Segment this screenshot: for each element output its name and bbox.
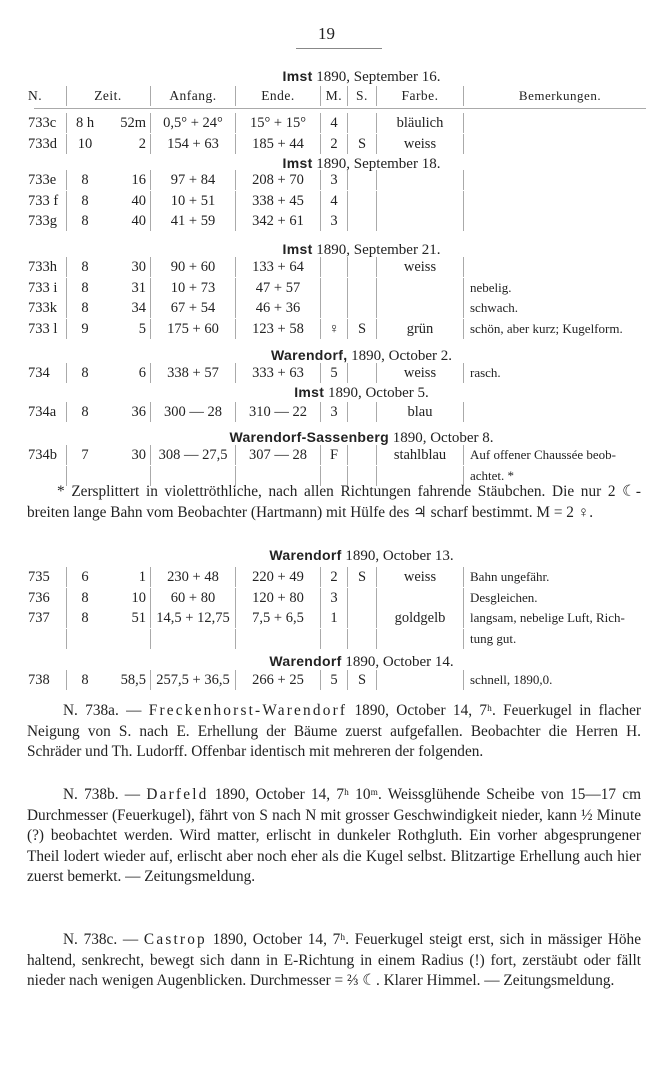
cell-a: 14,5 + 12,75 [150, 608, 235, 628]
cell-S: S [347, 670, 376, 690]
cell-S [347, 629, 376, 649]
cell-n: 733 i [28, 279, 58, 296]
cell-h: 8 [66, 257, 103, 277]
cell-b: schnell, 1890,0. [463, 670, 650, 690]
section-heading [0, 547, 653, 565]
cell-S [347, 363, 376, 383]
cell-n: 737 [28, 610, 50, 626]
cell-n: 736 [28, 589, 50, 606]
table-row [0, 629, 653, 649]
cell-e: 123 + 58 [235, 319, 320, 339]
cell-m: 51 [131, 610, 146, 626]
cell-h: 8 [66, 211, 103, 231]
cell-S [347, 608, 376, 628]
cell-M: 1 [320, 608, 347, 628]
cell-a: 154 + 63 [150, 134, 235, 154]
cell-n: 733 l [28, 320, 58, 337]
cell-f [376, 629, 463, 649]
entry-place: Darfeld [146, 786, 209, 803]
cell-a: 300 — 28 [150, 402, 235, 422]
cell-b [463, 134, 650, 154]
cell-h: 8 [66, 608, 103, 628]
page-number-rule [296, 48, 382, 49]
cell-f: weiss [376, 257, 463, 277]
cell-f [376, 191, 463, 211]
cell-h: 8 [66, 588, 103, 608]
cell-f: bläulich [376, 113, 463, 133]
cell-h: 8 [66, 170, 103, 190]
cell-e: 120 + 80 [235, 588, 320, 608]
cell-b: schwach. [463, 298, 650, 318]
cell-n: 738 [28, 672, 50, 688]
cell-M: 3 [320, 402, 347, 422]
section-place: Imst [282, 155, 313, 171]
section-date: 1890, October 8. [392, 430, 494, 446]
section-date: 1890, October 5. [327, 385, 429, 401]
cell-e: 46 + 36 [235, 298, 320, 318]
cell-n: 733g [28, 213, 57, 229]
cell-m: 36 [131, 404, 146, 420]
cell-f [376, 211, 463, 231]
table-row [0, 670, 653, 690]
cell-e: 342 + 61 [235, 211, 320, 231]
cell-a: 10 + 51 [150, 191, 235, 211]
col-m: M. [320, 86, 347, 106]
cell-e: 208 + 70 [235, 170, 320, 190]
cell-a: 90 + 60 [150, 257, 235, 277]
cell-M [320, 257, 347, 277]
cell-S [347, 298, 376, 318]
entry-text: 1890, October 14, 7ʰ. Feuerkugel in flacher Neigung von S. nach E. Erhellung der Bäume zuerst aufgefallen. Beobachter die Herren H. Schräder und Th. Ludorff. Offenbar identisch mit mehreren der folgenden. [27, 702, 641, 761]
cell-S [347, 113, 376, 133]
cell-S: S [347, 567, 376, 587]
page-number: 19 [318, 24, 335, 43]
cell-n [28, 629, 62, 649]
cell-M: 2 [320, 567, 347, 587]
cell-a: 97 + 84 [150, 170, 235, 190]
cell-M: 3 [320, 211, 347, 231]
table-row [0, 608, 653, 628]
cell-e: 333 + 63 [235, 363, 320, 383]
cell-b: Desgleichen. [463, 588, 650, 608]
cell-f: stahlblau [376, 445, 463, 465]
cell-h: 8 [66, 278, 103, 298]
cell-S: S [347, 134, 376, 154]
cell-m: 16 [131, 172, 146, 188]
cell-m: 5 [138, 320, 146, 337]
cell-m [104, 629, 146, 649]
cell-h [66, 629, 103, 649]
cell-f [376, 170, 463, 190]
cell-f: weiss [376, 363, 463, 383]
cell-M: 3 [320, 170, 347, 190]
cell-a: 67 + 54 [150, 298, 235, 318]
cell-S [347, 402, 376, 422]
cell-e: 220 + 49 [235, 567, 320, 587]
cell-f: grün [376, 319, 463, 339]
cell-f: goldgelb [376, 608, 463, 628]
cell-S [347, 170, 376, 190]
cell-m: 1 [138, 569, 146, 585]
cell-e: 15° + 15° [235, 113, 320, 133]
entry-place: Castrop [143, 931, 207, 948]
cell-M: ♀ [320, 319, 347, 339]
cell-n: 733e [28, 172, 57, 188]
cell-m: 6 [138, 365, 146, 381]
cell-S: S [347, 319, 376, 339]
cell-m: 40 [131, 192, 146, 209]
cell-n: 733 f [28, 192, 59, 209]
cell-M: 5 [320, 670, 347, 690]
entry-id: N. 738b. — [63, 786, 141, 803]
entry-id: N. 738a. — [63, 702, 142, 719]
table-row [0, 588, 653, 608]
cell-M [320, 278, 347, 298]
section-date: 1890, October 13. [345, 548, 454, 564]
cell-M: 4 [320, 113, 347, 133]
col-n: N. [28, 88, 43, 103]
cell-n: 734a [28, 404, 57, 420]
cell-M: 4 [320, 191, 347, 211]
cell-f: blau [376, 402, 463, 422]
cell-e: 7,5 + 6,5 [235, 608, 320, 628]
table-row [0, 211, 653, 231]
table-row [0, 402, 653, 422]
cell-h: 7 [66, 445, 103, 465]
table-row [0, 278, 653, 298]
cell-h: 6 [66, 567, 103, 587]
cell-h: 8 [66, 402, 103, 422]
cell-a: 60 + 80 [150, 588, 235, 608]
cell-m: 2 [138, 135, 146, 152]
entry-id: N. 738c. — [63, 931, 139, 948]
cell-S [347, 191, 376, 211]
cell-S [347, 445, 376, 465]
footnote: * Zersplittert in violettröthliche, nach allen Richtungen fahrende Stäubchen. Die nur 2 ☾-breiten lange Bahn vom Beobachter (Hartmann) mit Hülfe des ♃ scharf bestimmt. M = 2 ♀. [27, 483, 641, 521]
cell-h: 9 [66, 319, 103, 339]
table-row [0, 113, 653, 133]
cell-a: 41 + 59 [150, 211, 235, 231]
col-ende: Ende. [235, 86, 320, 106]
cell-b [463, 257, 650, 277]
col-zeit: Zeit. [66, 86, 149, 106]
table-row [0, 134, 653, 154]
section-place: Warendorf, [271, 347, 348, 363]
cell-f [376, 588, 463, 608]
table-row [0, 363, 653, 383]
table-row [0, 567, 653, 587]
section-place: Imst [282, 68, 313, 84]
paragraph-738b [27, 785, 641, 888]
paragraph-738c [27, 930, 641, 992]
cell-b: rasch. [463, 363, 650, 383]
cell-b [463, 113, 650, 133]
paragraph-738a [27, 701, 641, 763]
cell-e: 338 + 45 [235, 191, 320, 211]
cell-n: 735 [28, 569, 50, 585]
table-row [0, 319, 653, 339]
cell-b: tung gut. [463, 629, 650, 649]
section-date: 1890, September 21. [316, 242, 441, 258]
col-s: S. [347, 86, 376, 106]
cell-e: 185 + 44 [235, 134, 320, 154]
cell-M: F [320, 445, 347, 465]
cell-b: langsam, nebelige Luft, Rich- [463, 608, 650, 628]
table-row [0, 445, 653, 465]
section-place: Imst [294, 384, 325, 400]
cell-m: 52m [120, 115, 146, 131]
cell-e: 47 + 57 [235, 278, 320, 298]
cell-h: 8 [66, 298, 103, 318]
cell-b: Bahn ungefähr. [463, 567, 650, 587]
cell-f [376, 278, 463, 298]
cell-e: 310 — 22 [235, 402, 320, 422]
table-row [0, 191, 653, 211]
cell-b: Auf offener Chaussée beob- [463, 445, 650, 465]
col-bemerkungen: Bemerkungen. [463, 86, 650, 106]
cell-f: weiss [376, 134, 463, 154]
cell-b: nebelig. [463, 278, 650, 298]
cell-b [463, 211, 650, 231]
table-row [0, 257, 653, 277]
cell-a: 308 — 27,5 [150, 445, 235, 465]
cell-m: 40 [131, 213, 146, 229]
cell-m: 31 [131, 279, 146, 296]
table-row [0, 170, 653, 190]
cell-S [347, 588, 376, 608]
cell-f [376, 670, 463, 690]
cell-n: 733k [28, 300, 57, 316]
section-date: 1890, September 16. [316, 69, 441, 85]
cell-n: 733h [28, 259, 57, 275]
section-place: Warendorf [269, 547, 342, 563]
cell-n: 733c [28, 115, 57, 131]
section-heading [0, 384, 653, 402]
cell-b [463, 402, 650, 422]
cell-a [150, 629, 235, 649]
cell-m: 10 [131, 589, 146, 606]
section-place: Warendorf [269, 653, 342, 669]
cell-M [320, 298, 347, 318]
cell-e: 307 — 28 [235, 445, 320, 465]
cell-m: 58,5 [120, 672, 146, 688]
table-header [0, 86, 653, 106]
cell-a: 10 + 73 [150, 278, 235, 298]
col-farbe: Farbe. [376, 86, 463, 106]
header-rule [34, 108, 646, 109]
cell-h: 8 [66, 363, 103, 383]
cell-M [320, 629, 347, 649]
section-heading [0, 653, 653, 671]
cell-m: 34 [131, 300, 146, 316]
col-anfang: Anfang. [150, 86, 235, 106]
cell-n: 734 [28, 365, 50, 381]
section-date: 1890, October 2. [351, 348, 452, 364]
cell-e: 133 + 64 [235, 257, 320, 277]
cell-b [463, 170, 650, 190]
entry-place: Freckenhorst-Warendorf [148, 702, 348, 719]
section-date: 1890, September 18. [316, 156, 441, 172]
cell-h: 8 [66, 670, 103, 690]
cell-e [235, 629, 320, 649]
section-place: Imst [282, 241, 313, 257]
cell-h: 8 h [66, 113, 103, 133]
cell-S [347, 278, 376, 298]
cell-a: 230 + 48 [150, 567, 235, 587]
cell-b: achtet. * [463, 466, 650, 486]
cell-S [347, 211, 376, 231]
table-row [0, 298, 653, 318]
cell-f: weiss [376, 567, 463, 587]
cell-a: 175 + 60 [150, 319, 235, 339]
cell-b [463, 191, 650, 211]
cell-M: 5 [320, 363, 347, 383]
cell-a: 338 + 57 [150, 363, 235, 383]
cell-S [347, 257, 376, 277]
cell-a: 0,5° + 24° [150, 113, 235, 133]
cell-a: 257,5 + 36,5 [150, 670, 235, 690]
cell-e: 266 + 25 [235, 670, 320, 690]
cell-f [376, 298, 463, 318]
cell-M: 2 [320, 134, 347, 154]
cell-m: 30 [131, 259, 146, 275]
section-heading [0, 68, 653, 86]
cell-M: 3 [320, 588, 347, 608]
cell-h: 10 [66, 134, 103, 154]
cell-n: 733d [28, 135, 57, 152]
cell-b: schön, aber kurz; Kugelform. [463, 319, 650, 339]
cell-n: 734b [28, 447, 57, 463]
section-date: 1890, October 14. [345, 654, 454, 670]
cell-m: 30 [131, 447, 146, 463]
entry-text: 1890, October 14, 7ʰ 10ᵐ. Weissglühende Scheibe von 15—17 cm Durchmesser (Feuerkugel), fährt von S nach N mit grosser Geschwindigkeit nieder, kann ½ Minute (?) beobachtet werden. Wird matter, erlischt in dunkeler Rothgluth. Ein vorher abgesprungener Theil lodert wieder auf, erlischt aber noch eher als die Kugel selbst. Blitzartige Erhellung auch hier zuerst bemerkt. — Zeitungsmeldung. [27, 786, 641, 886]
entry-text: 1890, October 14, 7ʰ. Feuerkugel steigt erst, sich in mässiger Höhe haltend, senkrecht, bewegt sich dann in E-Richtung in einem Radius (!) fort, zerstäubt oder fällt nieder nach wenigen Augenblicken. Durchmesser = ⅔ ☾. Klarer Himmel. — Zeitungsmeldung. [27, 931, 642, 990]
section-place: Warendorf-Sassenberg [229, 429, 389, 445]
cell-h: 8 [66, 191, 103, 211]
